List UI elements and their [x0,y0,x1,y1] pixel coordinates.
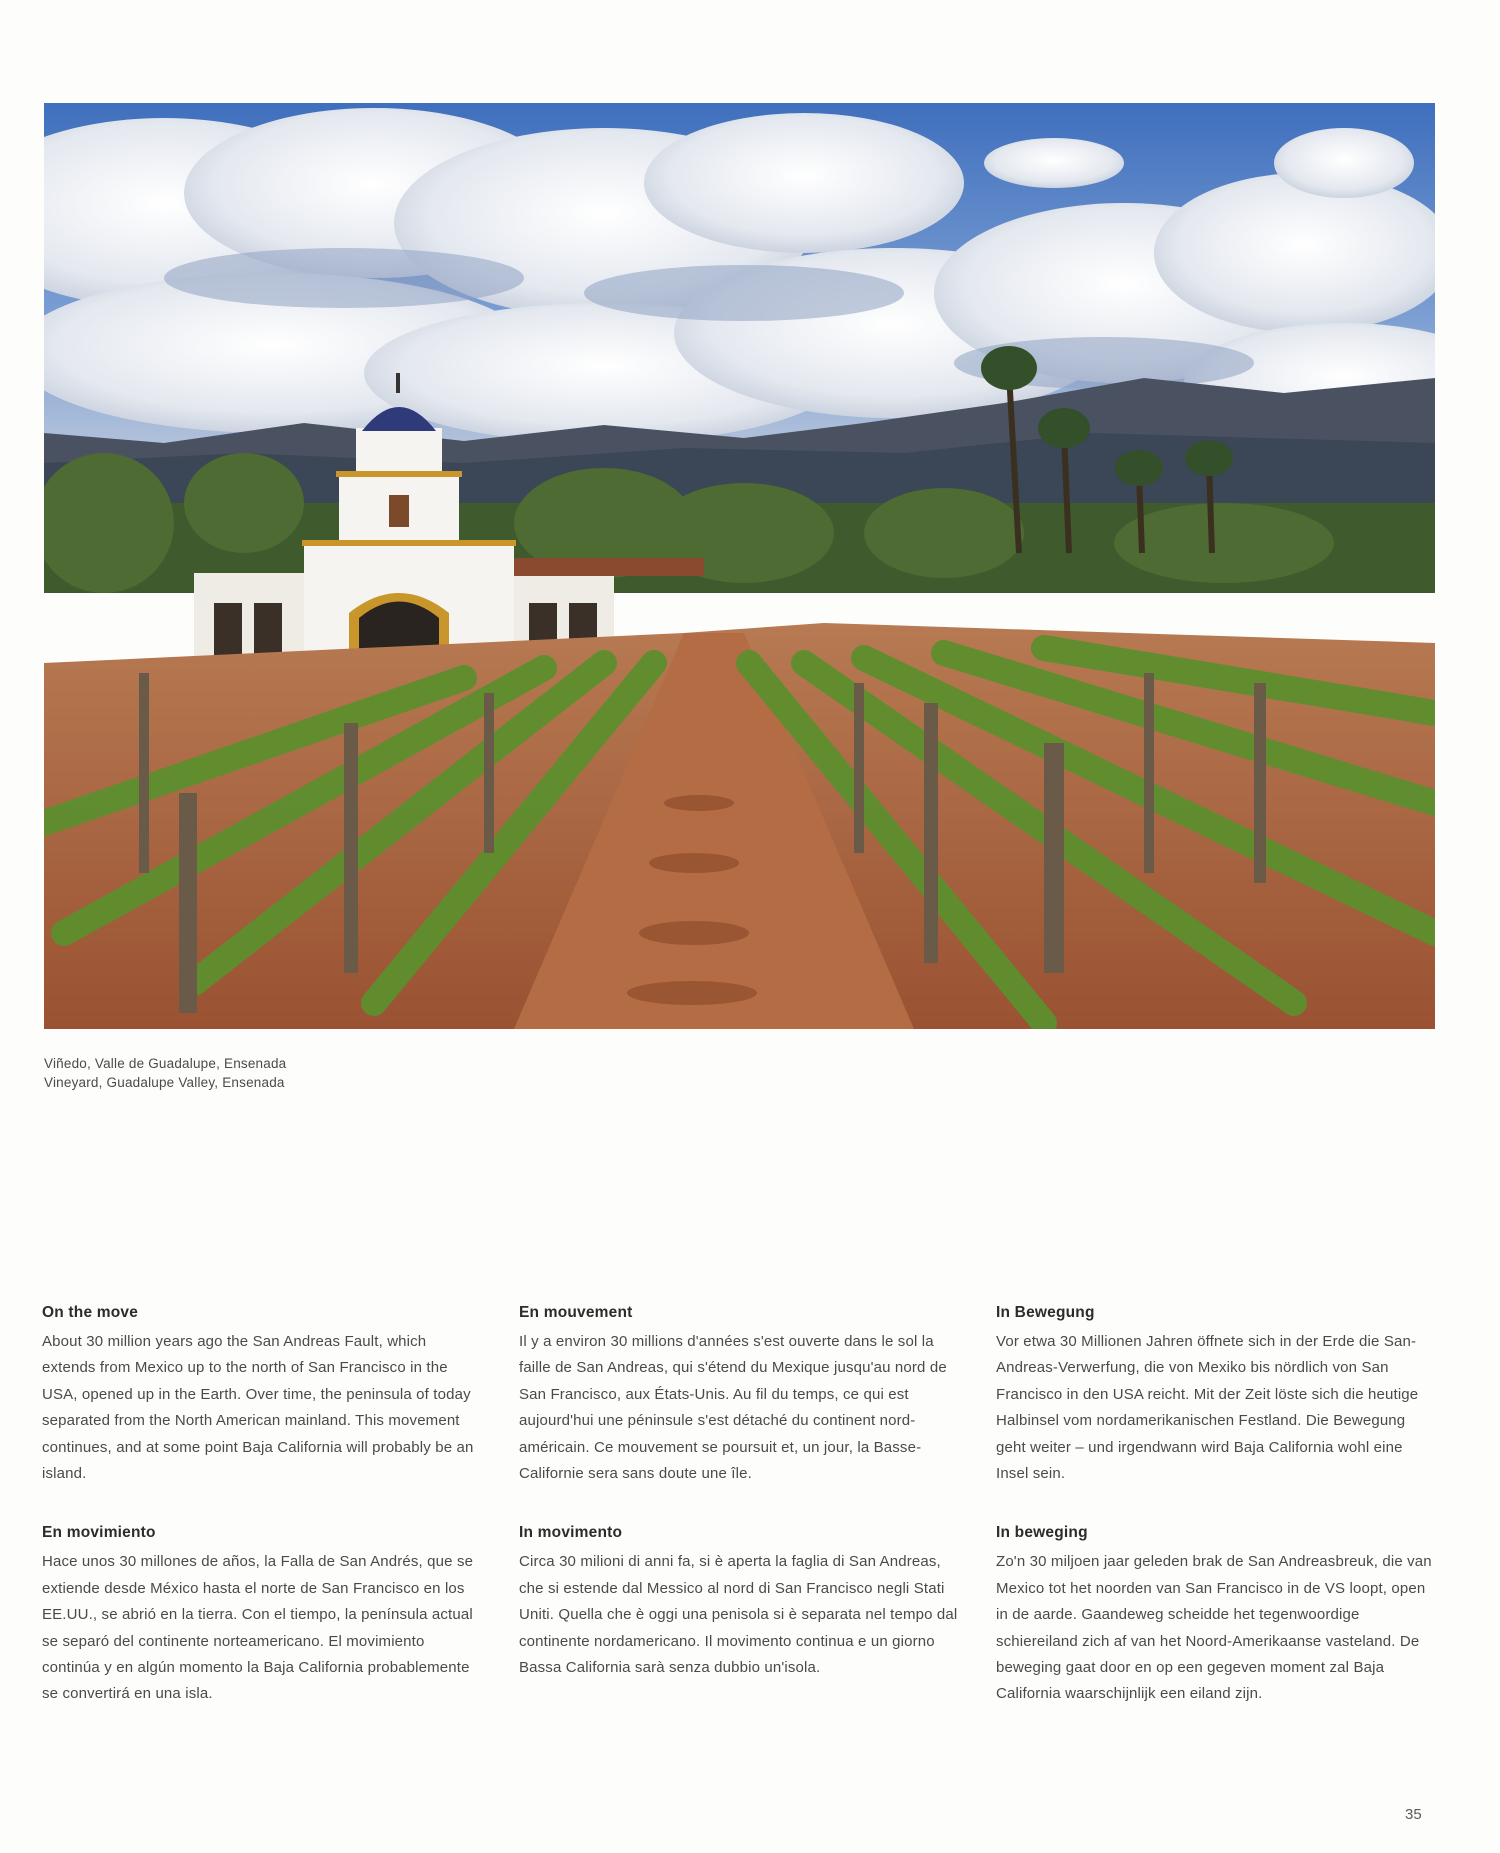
text-column-3 [996,1301,1436,1742]
text-column-2 [519,1301,959,1715]
section-heading: En mouvement [519,1304,633,1321]
section-spanish [42,1521,482,1707]
caption-line-spanish: Viñedo, Valle de Guadalupe, Ensenada [44,1056,287,1071]
section-english [42,1301,482,1487]
section-body: Circa 30 milioni di anni fa, si è aperta la faglia di San Andreas, che si estende dal Messico al nord di San Francisco negli Stati Uniti. Quella che è oggi una penisola si è separata nel tempo dal continente nordamericano. Il movimento continua e un giorno Bassa California sarà senza dubbio un'isola. [519,1553,958,1677]
photo-caption [44,1054,644,1092]
section-german [996,1301,1436,1487]
section-body: About 30 million years ago the San Andreas Fault, which extends from Mexico up to the north of San Francisco in the USA, opened up in the Earth. Over time, the peninsula of today separated from the North American mainland. This movement continues, and at some point Baja California will probably be an island. [42,1333,474,1483]
section-body: Zo'n 30 miljoen jaar geleden brak de San Andreasbreuk, die van Mexico tot het noorden van San Francisco in de VS loopt, open in de aarde. Gaandeweg scheidde het tegenwoordige schiereiland zich af van het Noord-Amerikaanse vasteland. De beweging gaat door en op een gegeven moment zal Baja California waarschijnlijk een eiland zijn. [996,1553,1432,1703]
text-column-1 [42,1301,482,1742]
section-heading: In movimento [519,1524,623,1542]
caption-line-english: Vineyard, Guadalupe Valley, Ensenada [44,1075,285,1090]
section-italian [519,1521,959,1681]
section-heading: En movimiento [42,1524,156,1542]
section-heading: In beweging [996,1524,1088,1542]
vineyard-photo [44,103,1435,1029]
section-dutch [996,1521,1436,1707]
section-body: Il y a environ 30 millions d'années s'est ouverte dans le sol la faille de San Andreas, qui s'étend du Mexique jusqu'au nord de San Francisco, aux États-Unis. Au fil du temps, ce qui est aujourd'hui une péninsule s'est détaché du continent nord-américain. Ce mouvement se poursuit et, un jour, la Basse-Californie sera sans doute une île. [519,1333,947,1483]
page-number: 35 [1405,1806,1422,1823]
section-body: Hace unos 30 millones de años, la Falla de San Andrés, que se extiende desde México hasta el norte de San Francisco en los EE.UU., se abrió en la tierra. Con el tiempo, la península actual se separó del continente norteamericano. El movimiento continúa y en algún momento la Baja California probablemente se convertirá en una isla. [42,1553,474,1703]
section-heading: In Bewegung [996,1304,1095,1321]
section-body: Vor etwa 30 Millionen Jahren öffnete sich in der Erde die San-Andreas-Verwerfung, die von Mexiko bis nördlich von San Francisco in den USA reicht. Mit der Zeit löste sich die heutige Halbinsel vom nordamerikanischen Festland. Die Bewegung geht weiter – und irgendwann wird Baja California wohl eine Insel sein. [996,1333,1419,1483]
section-heading: On the move [42,1304,139,1321]
section-french [519,1301,959,1487]
